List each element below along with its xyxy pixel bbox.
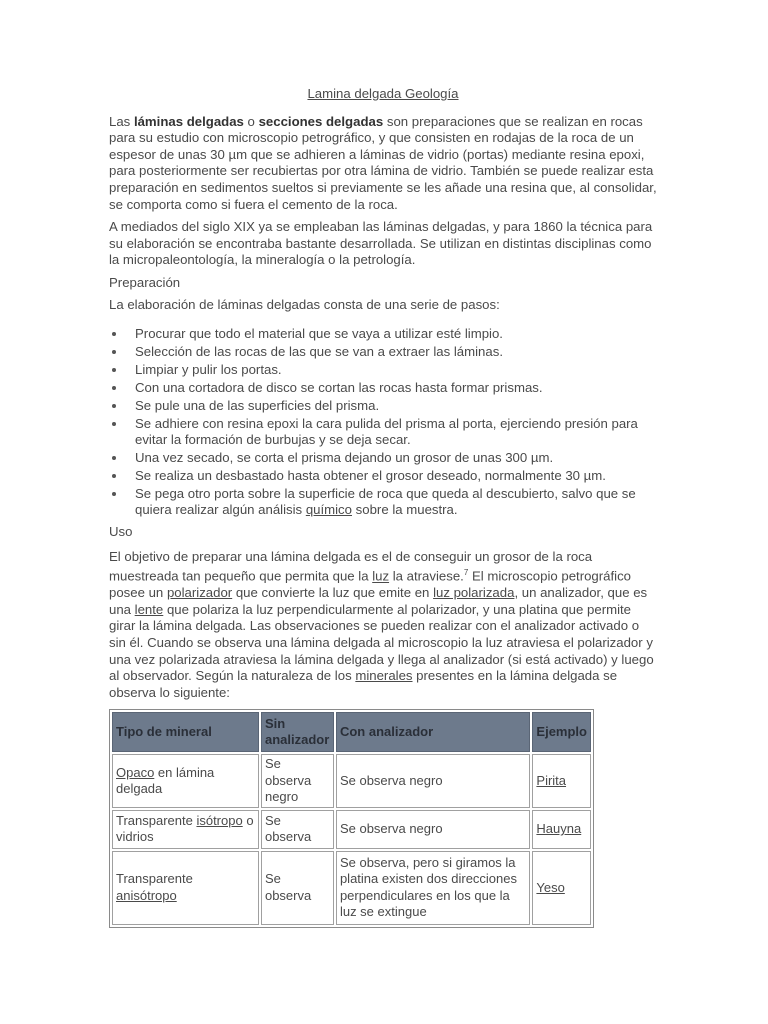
- link-hauyna[interactable]: Hauyna: [536, 821, 582, 837]
- list-item: Una vez secado, se corta el prisma dejando un grosor de unas 300 µm.: [109, 450, 657, 466]
- bullet-icon: [112, 386, 116, 390]
- link-lente[interactable]: lente: [134, 601, 164, 617]
- cell-ejemplo: [532, 810, 591, 849]
- section-heading-uso: Uso: [109, 524, 133, 540]
- list-item: Se pule una de las superficies del prisma.: [109, 398, 657, 414]
- history-paragraph: A mediados del siglo XIX ya se empleaban las láminas delgadas, y para 1860 la técnica para su elaboración se encontraba bastante desarrollada. Se utilizan en distintas disciplinas como la micropaleontología, la mineralogía o la petrología.: [109, 219, 653, 268]
- link-quimico[interactable]: químico: [305, 502, 352, 518]
- list-item: Selección de las rocas de las que se van a extraer las láminas.: [109, 344, 657, 360]
- list-item: Limpiar y pulir los portas.: [109, 362, 657, 378]
- preparation-intro: La elaboración de láminas delgadas consta de una serie de pasos:: [109, 296, 500, 312]
- intro-paragraph: Las láminas delgadas o secciones delgadas son preparaciones que se realizan en rocas para su estudio con microscopio petrográfico, y que consisten en rodajas de la roca de un espesor de unas 30 µm que se adhieren a láminas de vidrio (portas) mediante resina epoxi, para posteriormente ser recubiertas por otra lámina de vidrio. También se puede realizar esta preparación en sedimentos sueltos si previamente se les añade una resina que, al consolidar, se comporta como si fuera el cemento de la roca.: [109, 113, 657, 212]
- cell-con: Se observa negro: [336, 754, 530, 808]
- bullet-icon: [112, 422, 116, 426]
- bullet-icon: [112, 474, 116, 478]
- header-tipo-mineral: Tipo de mineral: [112, 712, 259, 752]
- link-pirita[interactable]: Pirita: [536, 772, 567, 788]
- bullet-icon: [112, 332, 116, 336]
- cell-sin: Se observa: [261, 851, 334, 925]
- cell-con: Se observa negro: [336, 810, 530, 849]
- table-row: [112, 754, 591, 808]
- header-ejemplo: Ejemplo: [532, 712, 591, 752]
- document-title: Lamina delgada Geología: [307, 86, 459, 101]
- cell-sin: Se observa negro: [261, 754, 334, 808]
- term-secciones-delgadas: secciones delgadas: [258, 113, 384, 129]
- mineral-table: [109, 709, 594, 928]
- cell-con: Se observa, pero si giramos la platina existen dos direcciones perpendiculares en los que la luz se extingue: [336, 851, 530, 925]
- link-isotropo[interactable]: isótropo: [196, 812, 243, 828]
- link-luz[interactable]: luz: [372, 568, 390, 584]
- bullet-icon: [112, 368, 116, 372]
- table-row: [112, 810, 591, 849]
- link-opaco[interactable]: Opaco: [116, 764, 155, 780]
- list-item: Se realiza un desbastado hasta obtener el grosor deseado, normalmente 30 µm.: [109, 468, 657, 484]
- cell-sin: Se observa: [261, 810, 334, 849]
- link-polarizador[interactable]: polarizador: [166, 585, 233, 601]
- cell-tipo: Transparente isótropo o vidrios: [112, 810, 259, 849]
- cell-tipo: Transparente anisótropo: [112, 851, 259, 925]
- bullet-icon: [112, 492, 116, 496]
- list-item: Con una cortadora de disco se cortan las rocas hasta formar prismas.: [109, 380, 657, 396]
- reference-link[interactable]: 7: [463, 568, 469, 578]
- header-sin-analizador: Sin analizador: [261, 712, 334, 752]
- term-laminas-delgadas: láminas delgadas: [133, 113, 244, 129]
- list-item: Procurar que todo el material que se vaya a utilizar esté limpio.: [109, 326, 657, 342]
- link-luz-polarizada[interactable]: luz polarizada: [433, 585, 515, 601]
- list-item: Se pega otro porta sobre la superficie de roca que queda al descubierto, salvo que se quiera realizar algún análisis químico sobre la muestra.: [109, 486, 657, 518]
- bullet-icon: [112, 404, 116, 408]
- bullet-icon: [112, 350, 116, 354]
- cell-ejemplo: [532, 851, 591, 925]
- link-yeso[interactable]: Yeso: [536, 879, 565, 895]
- bullet-icon: [112, 456, 116, 460]
- header-con-analizador: Con analizador: [336, 712, 530, 752]
- table-row: [112, 851, 591, 925]
- cell-tipo: Opaco en lámina delgada: [112, 754, 259, 808]
- cell-ejemplo: [532, 754, 591, 808]
- preparation-steps-list: [109, 326, 657, 518]
- section-heading-preparacion: Preparación: [109, 274, 181, 290]
- table-header-row: [112, 712, 591, 752]
- link-anisotropo[interactable]: anisótropo: [116, 887, 177, 903]
- list-item: Se adhiere con resina epoxi la cara pulida del prisma al porta, ejerciendo presión para evitar la formación de burbujas y se deja secar.: [109, 416, 657, 448]
- uso-paragraph: El objetivo de preparar una lámina delgada es el de conseguir un grosor de la roca muestreada tan pequeño que permita que la luz la atraviese.$^7$ El microscopio petrográfico posee un polarizador que convierte la luz que emite en luz polarizada, un analizador, que es una lente que polariza la luz perpendicularmente al polarizador, y una platina que permite girar la lámina delgada. Las observaciones se pueden realizar con el analizador activado o sin él. Cuando se observa una lámina delgada al microscopio la luz atraviesa el polarizador y una vez polarizada atraviesa la lámina delgada y llega al analizador (si está activado) y luego al observador. Según la naturaleza de los minerales presentes en la lámina delgada se observa lo siguiente:: [109, 548, 654, 700]
- document-content: [109, 86, 657, 928]
- link-minerales[interactable]: minerales: [355, 668, 413, 684]
